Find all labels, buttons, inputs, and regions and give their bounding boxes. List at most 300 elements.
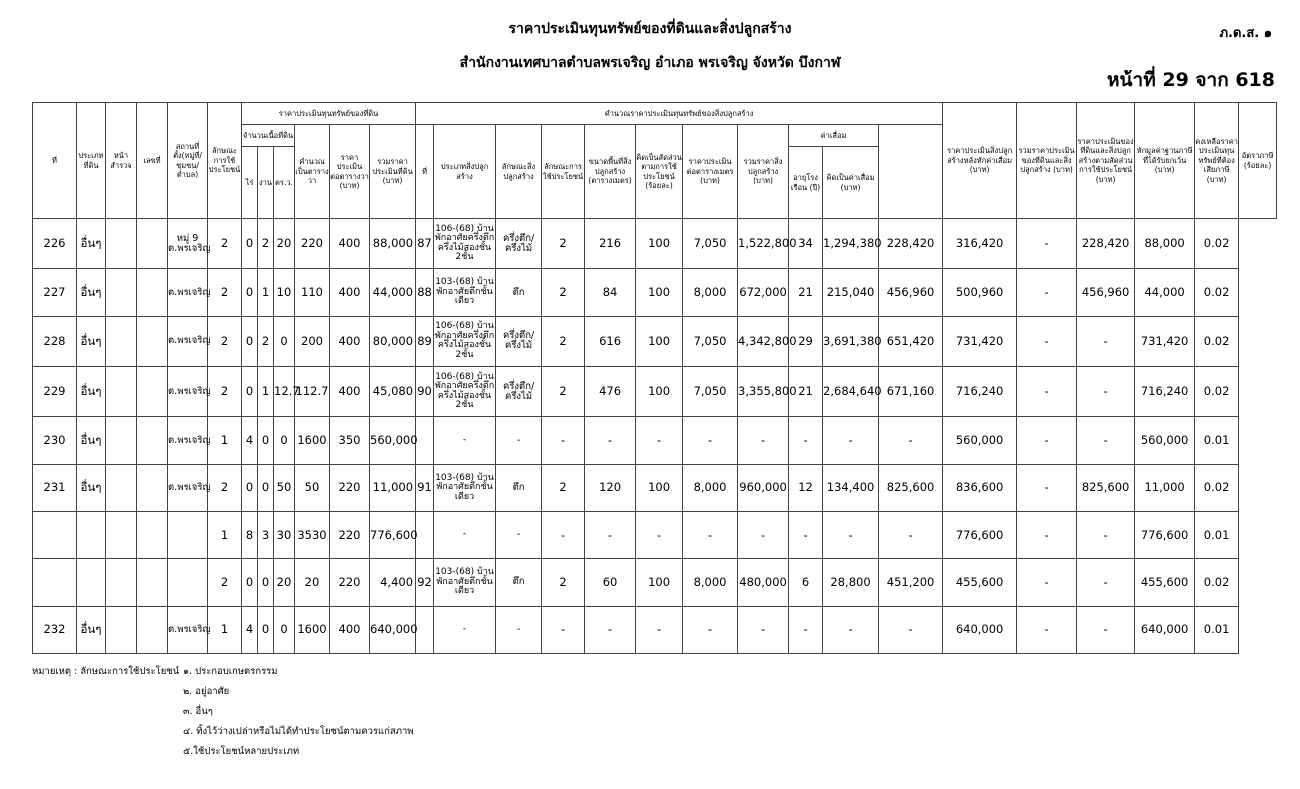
cell-building-char: ครึ่งตึก/ครึ่งไม้ [496, 316, 542, 366]
cell-location [168, 511, 208, 558]
cell-building-type: 103-(68) บ้านพักอาศัยตึกชั้นเดียว [434, 269, 496, 316]
cell-building-char: - [496, 606, 542, 653]
cell-building-price-sqm: - [683, 511, 738, 558]
cell-building-char: ครึ่งตึก/ครึ่งไม้ [496, 219, 542, 269]
cell-price-per-wa: 220 [330, 511, 370, 558]
cell-building-price-sqm: 7,050 [683, 219, 738, 269]
cell-remaining: 560,000 [1135, 417, 1195, 464]
cell-price-per-wa: 350 [330, 417, 370, 464]
cell-rai: 0 [242, 219, 258, 269]
cell-no: 229 [33, 367, 77, 417]
cell-building-after-dep: 671,160 [879, 367, 943, 417]
col-tax-rate: อัตราภาษี (ร้อยละ) [1239, 103, 1277, 219]
cell-remaining: 88,000 [1135, 219, 1195, 269]
cell-exemption: 825,600 [1077, 464, 1135, 511]
cell-building-age: 6 [789, 559, 823, 606]
cell-use-ratio-value: - [1017, 417, 1077, 464]
cell-deed-no [137, 511, 168, 558]
cell-building-total: 480,000 [738, 559, 789, 606]
col-land-use: ลักษณะการใช้ประโยชน์ [208, 103, 242, 219]
cell-building-after-dep: - [879, 417, 943, 464]
cell-sq-wa: 20 [274, 219, 295, 269]
cell-building-age: - [789, 606, 823, 653]
cell-building-price-sqm: 7,050 [683, 367, 738, 417]
cell-building-dep-value: - [823, 511, 879, 558]
cell-deed-no [137, 367, 168, 417]
cell-remaining: 44,000 [1135, 269, 1195, 316]
cell-grand-total: 455,600 [943, 559, 1017, 606]
cell-building-percent: - [636, 511, 683, 558]
cell-ngan: 1 [258, 269, 274, 316]
cell-building-use: 2 [542, 269, 585, 316]
cell-grand-total: 836,600 [943, 464, 1017, 511]
cell-land-total: 640,000 [370, 606, 416, 653]
cell-exemption: - [1077, 316, 1135, 366]
cell-building-total: - [738, 511, 789, 558]
cell-deed-no [137, 417, 168, 464]
cell-building-area: 216 [585, 219, 636, 269]
cell-no: 232 [33, 606, 77, 653]
cell-exemption: 456,960 [1077, 269, 1135, 316]
col-building-type: ประเภทสิ่งปลูกสร้าง [434, 125, 496, 219]
col-rai: ไร่ [242, 147, 258, 219]
cell-land-type [77, 511, 106, 558]
cell-survey-page [106, 417, 137, 464]
cell-building-dep-value: 3,691,380 [823, 316, 879, 366]
col-price-per-wa: ราคาประเมินต่อตารางวา (บาท) [330, 125, 370, 219]
cell-tax-rate: 0.02 [1195, 464, 1239, 511]
cell-deed-no [137, 559, 168, 606]
cell-price-per-wa: 220 [330, 559, 370, 606]
cell-building-type: - [434, 417, 496, 464]
group-land-valuation: ราคาประเมินทุนทรัพย์ของที่ดิน [242, 103, 416, 125]
cell-land-total: 80,000 [370, 316, 416, 366]
cell-exemption: - [1077, 511, 1135, 558]
cell-building-no: 90 [416, 367, 434, 417]
cell-building-area: - [585, 606, 636, 653]
cell-building-price-sqm: 8,000 [683, 559, 738, 606]
cell-deed-no [137, 606, 168, 653]
cell-building-no: 87 [416, 219, 434, 269]
col-building-use: ลักษณะการใช้ประโยชน์ [542, 125, 585, 219]
cell-building-age: 29 [789, 316, 823, 366]
cell-building-percent: 100 [636, 269, 683, 316]
cell-remaining: 455,600 [1135, 559, 1195, 606]
cell-building-type: - [434, 511, 496, 558]
col-survey-page: หน้าสำรวจ [106, 103, 137, 219]
cell-building-dep-value: 215,040 [823, 269, 879, 316]
cell-building-total: - [738, 606, 789, 653]
cell-building-use: 2 [542, 367, 585, 417]
cell-location: ต.พรเจริญ [168, 316, 208, 366]
col-no: ที่ [33, 103, 77, 219]
cell-rai: 0 [242, 269, 258, 316]
cell-building-dep-value: 134,400 [823, 464, 879, 511]
col-exemption: หักมูลค่าฐานภาษีที่ได้รับยกเว้น (บาท) [1135, 103, 1195, 219]
table-row [33, 269, 1277, 316]
cell-building-percent: 100 [636, 316, 683, 366]
cell-building-area: - [585, 511, 636, 558]
col-remaining: คงเหลือราคาประเมินทุนทรัพย์ที่ต้องเสียภาษี (บาท) [1195, 103, 1239, 219]
cell-sq-wa: 12.7 [274, 367, 295, 417]
cell-land-use: 2 [208, 219, 242, 269]
cell-survey-page [106, 559, 137, 606]
cell-building-dep-value: - [823, 417, 879, 464]
cell-building-no: 89 [416, 316, 434, 366]
cell-price-per-wa: 400 [330, 606, 370, 653]
cell-land-use: 1 [208, 417, 242, 464]
cell-building-after-dep: 651,420 [879, 316, 943, 366]
cell-building-age: 34 [789, 219, 823, 269]
cell-building-type: - [434, 606, 496, 653]
cell-building-total: 1,522,800 [738, 219, 789, 269]
cell-remaining: 11,000 [1135, 464, 1195, 511]
cell-calc-sq-wa: 200 [295, 316, 330, 366]
cell-land-total: 88,000 [370, 219, 416, 269]
col-building-area: ขนาดพื้นที่สิ่งปลูกสร้าง (ตารางเมตร) [585, 125, 636, 219]
cell-location [168, 559, 208, 606]
cell-building-price-sqm: - [683, 606, 738, 653]
cell-land-type: อื่นๆ [77, 316, 106, 366]
cell-calc-sq-wa: 1600 [295, 417, 330, 464]
cell-building-use: 2 [542, 219, 585, 269]
cell-building-price-sqm: 7,050 [683, 316, 738, 366]
notes-item: ๓. อื่นๆ [183, 706, 213, 717]
cell-calc-sq-wa: 20 [295, 559, 330, 606]
cell-grand-total: 500,960 [943, 269, 1017, 316]
cell-rai: 0 [242, 316, 258, 366]
table-row [33, 316, 1277, 366]
col-location: สถานที่ตั้ง(หมู่ที่/ชุมชน/ตำบล) [168, 103, 208, 219]
cell-no: 226 [33, 219, 77, 269]
col-building-percent: คิดเป็นสัดส่วนตามการใช้ประโยชน์ (ร้อยละ) [636, 125, 683, 219]
cell-use-ratio-value: - [1017, 367, 1077, 417]
cell-building-dep-value: - [823, 606, 879, 653]
cell-price-per-wa: 220 [330, 464, 370, 511]
cell-use-ratio-value: - [1017, 464, 1077, 511]
col-building-dep-value: คิดเป็นค่าเสื่อม (บาท) [823, 147, 879, 219]
cell-building-age: 21 [789, 367, 823, 417]
cell-building-area: 476 [585, 367, 636, 417]
cell-building-area: 120 [585, 464, 636, 511]
notes-item: ๑. ประกอบเกษตรกรรม [183, 666, 278, 677]
cell-survey-page [106, 606, 137, 653]
cell-ngan: 3 [258, 511, 274, 558]
notes-section [32, 662, 414, 762]
cell-building-age: - [789, 511, 823, 558]
table-row [33, 219, 1277, 269]
cell-building-no [416, 417, 434, 464]
group-building-valuation: คำนวณราคาประเมินทุนทรัพย์ของสิ่งปลูกสร้าง [416, 103, 943, 125]
cell-exemption: - [1077, 367, 1135, 417]
cell-building-char: ตึก [496, 559, 542, 606]
cell-tax-rate: 0.02 [1195, 367, 1239, 417]
cell-no: 230 [33, 417, 77, 464]
cell-sq-wa: 0 [274, 606, 295, 653]
notes-line-1 [32, 662, 414, 682]
cell-survey-page [106, 219, 137, 269]
report-title: ราคาประเมินทุนทรัพย์ของที่ดินและสิ่งปลูกสร้าง [508, 21, 792, 37]
cell-land-type [77, 559, 106, 606]
table-row [33, 367, 1277, 417]
cell-building-percent: 100 [636, 367, 683, 417]
cell-location: ต.พรเจริญ [168, 367, 208, 417]
assessment-table [32, 102, 1277, 654]
cell-location: ต.พรเจริญ [168, 269, 208, 316]
cell-sq-wa: 30 [274, 511, 295, 558]
notes-item: ๒. อยู่อาศัย [183, 686, 230, 697]
cell-survey-page [106, 367, 137, 417]
notes-item: ๕.ใช้ประโยชน์หลายประเภท [183, 746, 300, 757]
cell-grand-total: 560,000 [943, 417, 1017, 464]
cell-building-no: 92 [416, 559, 434, 606]
cell-building-char: - [496, 417, 542, 464]
cell-rai: 8 [242, 511, 258, 558]
cell-grand-total: 716,240 [943, 367, 1017, 417]
cell-land-use: 2 [208, 464, 242, 511]
cell-building-dep-value: 28,800 [823, 559, 879, 606]
cell-land-use: 2 [208, 559, 242, 606]
cell-no: 231 [33, 464, 77, 511]
cell-tax-rate: 0.01 [1195, 417, 1239, 464]
cell-building-dep-value: 1,294,380 [823, 219, 879, 269]
cell-calc-sq-wa: 220 [295, 219, 330, 269]
cell-tax-rate: 0.01 [1195, 511, 1239, 558]
col-building-after-dep: ราคาประเมินสิ่งปลูกสร้างหลังหักค่าเสื่อม (บาท) [943, 103, 1017, 219]
cell-ngan: 2 [258, 316, 274, 366]
col-building-age: อายุโรงเรือน (ปี) [789, 147, 823, 219]
col-sq-wa: ตร.ว. [274, 147, 295, 219]
cell-ngan: 1 [258, 367, 274, 417]
cell-building-type: 106-(68) บ้านพักอาศัยครึ่งตึกครึ่งไม้สองชั้น 2ชั้น [434, 219, 496, 269]
cell-use-ratio-value: - [1017, 219, 1077, 269]
cell-remaining: 776,600 [1135, 511, 1195, 558]
table-row [33, 559, 1277, 606]
cell-land-total: 11,000 [370, 464, 416, 511]
cell-building-total: 960,000 [738, 464, 789, 511]
cell-land-use: 2 [208, 269, 242, 316]
cell-price-per-wa: 400 [330, 269, 370, 316]
cell-use-ratio-value: - [1017, 559, 1077, 606]
notes-label: หมายเหตุ : ลักษณะการใช้ประโยชน์ [32, 666, 180, 677]
cell-building-type: 106-(68) บ้านพักอาศัยครึ่งตึกครึ่งไม้สองชั้น 2ชั้น [434, 367, 496, 417]
cell-land-type: อื่นๆ [77, 219, 106, 269]
cell-land-use: 1 [208, 511, 242, 558]
cell-land-use: 1 [208, 606, 242, 653]
cell-building-age: - [789, 417, 823, 464]
col-calc-sq-wa: คำนวณเป็นตารางวา [295, 125, 330, 219]
cell-price-per-wa: 400 [330, 219, 370, 269]
col-use-ratio-value: ราคาประเมินของที่ดินและสิ่งปลูกสร้างตามสัดส่วนการใช้ประโยชน์ (บาท) [1077, 103, 1135, 219]
cell-building-type: 106-(68) บ้านพักอาศัยครึ่งตึกครึ่งไม้สองชั้น 2ชั้น [434, 316, 496, 366]
cell-building-age: 12 [789, 464, 823, 511]
cell-exemption: 228,420 [1077, 219, 1135, 269]
col-deed-no: เลขที่ [137, 103, 168, 219]
cell-use-ratio-value: - [1017, 606, 1077, 653]
cell-building-percent: 100 [636, 464, 683, 511]
cell-building-price-sqm: 8,000 [683, 464, 738, 511]
cell-rai: 0 [242, 464, 258, 511]
cell-remaining: 731,420 [1135, 316, 1195, 366]
cell-location: ต.พรเจริญ [168, 606, 208, 653]
cell-use-ratio-value: - [1017, 511, 1077, 558]
col-ngan: งาน [258, 147, 274, 219]
cell-use-ratio-value: - [1017, 269, 1077, 316]
cell-ngan: 0 [258, 464, 274, 511]
cell-land-type: อื่นๆ [77, 367, 106, 417]
cell-building-type: 103-(68) บ้านพักอาศัยตึกชั้นเดียว [434, 464, 496, 511]
cell-building-price-sqm: - [683, 417, 738, 464]
cell-building-after-dep: 456,960 [879, 269, 943, 316]
cell-tax-rate: 0.02 [1195, 316, 1239, 366]
cell-sq-wa: 50 [274, 464, 295, 511]
cell-no: 228 [33, 316, 77, 366]
group-land-area: จำนวนเนื้อที่ดิน [242, 125, 295, 147]
col-building-no: ที่ [416, 125, 434, 219]
cell-grand-total: 731,420 [943, 316, 1017, 366]
cell-no [33, 559, 77, 606]
cell-grand-total: 640,000 [943, 606, 1017, 653]
cell-tax-rate: 0.01 [1195, 606, 1239, 653]
cell-building-dep-value: 2,684,640 [823, 367, 879, 417]
cell-land-total: 4,400 [370, 559, 416, 606]
cell-building-area: 84 [585, 269, 636, 316]
cell-building-type: 103-(68) บ้านพักอาศัยตึกชั้นเดียว [434, 559, 496, 606]
cell-building-area: - [585, 417, 636, 464]
office-name: สำนักงานเทศบาลตำบลพรเจริญ อำเภอ พรเจริญ จังหวัด บึงกาฬ [459, 55, 841, 71]
cell-rai: 4 [242, 417, 258, 464]
cell-deed-no [137, 316, 168, 366]
cell-land-total: 776,600 [370, 511, 416, 558]
cell-building-use: 2 [542, 316, 585, 366]
cell-building-area: 60 [585, 559, 636, 606]
col-land-total: รวมราคาประเมินที่ดิน (บาท) [370, 125, 416, 219]
cell-deed-no [137, 219, 168, 269]
cell-exemption: - [1077, 559, 1135, 606]
cell-calc-sq-wa: 50 [295, 464, 330, 511]
cell-sq-wa: 0 [274, 316, 295, 366]
cell-building-after-dep: 825,600 [879, 464, 943, 511]
cell-building-no: 91 [416, 464, 434, 511]
cell-tax-rate: 0.02 [1195, 559, 1239, 606]
cell-land-total: 45,080 [370, 367, 416, 417]
cell-sq-wa: 10 [274, 269, 295, 316]
table-row [33, 606, 1277, 653]
cell-building-after-dep: - [879, 511, 943, 558]
cell-building-total: - [738, 417, 789, 464]
cell-tax-rate: 0.02 [1195, 269, 1239, 316]
cell-ngan: 0 [258, 606, 274, 653]
col-building-char: ลักษณะสิ่งปลูกสร้าง [496, 125, 542, 219]
table-row [33, 464, 1277, 511]
cell-building-percent: - [636, 606, 683, 653]
cell-building-use: - [542, 417, 585, 464]
cell-rai: 4 [242, 606, 258, 653]
cell-building-total: 4,342,800 [738, 316, 789, 366]
form-code: ภ.ด.ส. ๑ [1219, 26, 1272, 41]
cell-building-price-sqm: 8,000 [683, 269, 738, 316]
cell-survey-page [106, 269, 137, 316]
cell-rai: 0 [242, 367, 258, 417]
cell-location: ต.พรเจริญ [168, 464, 208, 511]
cell-land-use: 2 [208, 316, 242, 366]
cell-deed-no [137, 464, 168, 511]
cell-ngan: 0 [258, 417, 274, 464]
cell-calc-sq-wa: 3530 [295, 511, 330, 558]
cell-sq-wa: 20 [274, 559, 295, 606]
cell-building-after-dep: 451,200 [879, 559, 943, 606]
cell-building-no [416, 511, 434, 558]
cell-location: หมู่ 9 ต.พรเจริญ [168, 219, 208, 269]
cell-building-use: - [542, 606, 585, 653]
cell-price-per-wa: 400 [330, 367, 370, 417]
cell-land-use: 2 [208, 367, 242, 417]
cell-building-char: ตึก [496, 464, 542, 511]
cell-land-total: 560,000 [370, 417, 416, 464]
cell-calc-sq-wa: 110 [295, 269, 330, 316]
col-grand-total: รวมราคาประเมินของที่ดินและสิ่งปลูกสร้าง (บาท) [1017, 103, 1077, 219]
cell-calc-sq-wa: 1600 [295, 606, 330, 653]
cell-survey-page [106, 464, 137, 511]
cell-building-no [416, 606, 434, 653]
cell-sq-wa: 0 [274, 417, 295, 464]
page-info: หน้าที่ 29 จาก 618 [1107, 69, 1275, 91]
cell-building-age: 21 [789, 269, 823, 316]
cell-land-type: อื่นๆ [77, 464, 106, 511]
cell-ngan: 2 [258, 219, 274, 269]
cell-building-after-dep: - [879, 606, 943, 653]
cell-building-char: ครึ่งตึก/ครึ่งไม้ [496, 367, 542, 417]
cell-price-per-wa: 400 [330, 316, 370, 366]
cell-calc-sq-wa: 112.7 [295, 367, 330, 417]
cell-building-use: 2 [542, 559, 585, 606]
group-depreciation: ค่าเสื่อม [789, 125, 879, 147]
cell-building-use: 2 [542, 464, 585, 511]
cell-remaining: 716,240 [1135, 367, 1195, 417]
cell-ngan: 0 [258, 559, 274, 606]
cell-building-char: ตึก [496, 269, 542, 316]
cell-location: ต.พรเจริญ [168, 417, 208, 464]
table-row [33, 511, 1277, 558]
cell-land-type: อื่นๆ [77, 606, 106, 653]
cell-land-type: อื่นๆ [77, 269, 106, 316]
col-building-total: รวมราคาสิ่งปลูกสร้าง (บาท) [738, 125, 789, 219]
col-land-type: ประเภทที่ดิน [77, 103, 106, 219]
cell-building-percent: - [636, 417, 683, 464]
cell-grand-total: 776,600 [943, 511, 1017, 558]
cell-remaining: 640,000 [1135, 606, 1195, 653]
cell-grand-total: 316,420 [943, 219, 1017, 269]
notes-item: ๔. ทิ้งไว้ว่างเปล่าหรือไม่ได้ทำประโยชน์ตามควรแก่สภาพ [183, 726, 414, 737]
cell-exemption: - [1077, 417, 1135, 464]
cell-land-type: อื่นๆ [77, 417, 106, 464]
cell-building-percent: 100 [636, 559, 683, 606]
cell-building-total: 3,355,800 [738, 367, 789, 417]
col-building-price-sqm: ราคาประเมินต่อตารางเมตร (บาท) [683, 125, 738, 219]
cell-survey-page [106, 511, 137, 558]
cell-exemption: - [1077, 606, 1135, 653]
cell-no [33, 511, 77, 558]
cell-tax-rate: 0.02 [1195, 219, 1239, 269]
cell-building-use: - [542, 511, 585, 558]
cell-building-char: - [496, 511, 542, 558]
cell-survey-page [106, 316, 137, 366]
cell-building-area: 616 [585, 316, 636, 366]
cell-building-after-dep: 228,420 [879, 219, 943, 269]
cell-land-total: 44,000 [370, 269, 416, 316]
cell-no: 227 [33, 269, 77, 316]
table-row [33, 417, 1277, 464]
